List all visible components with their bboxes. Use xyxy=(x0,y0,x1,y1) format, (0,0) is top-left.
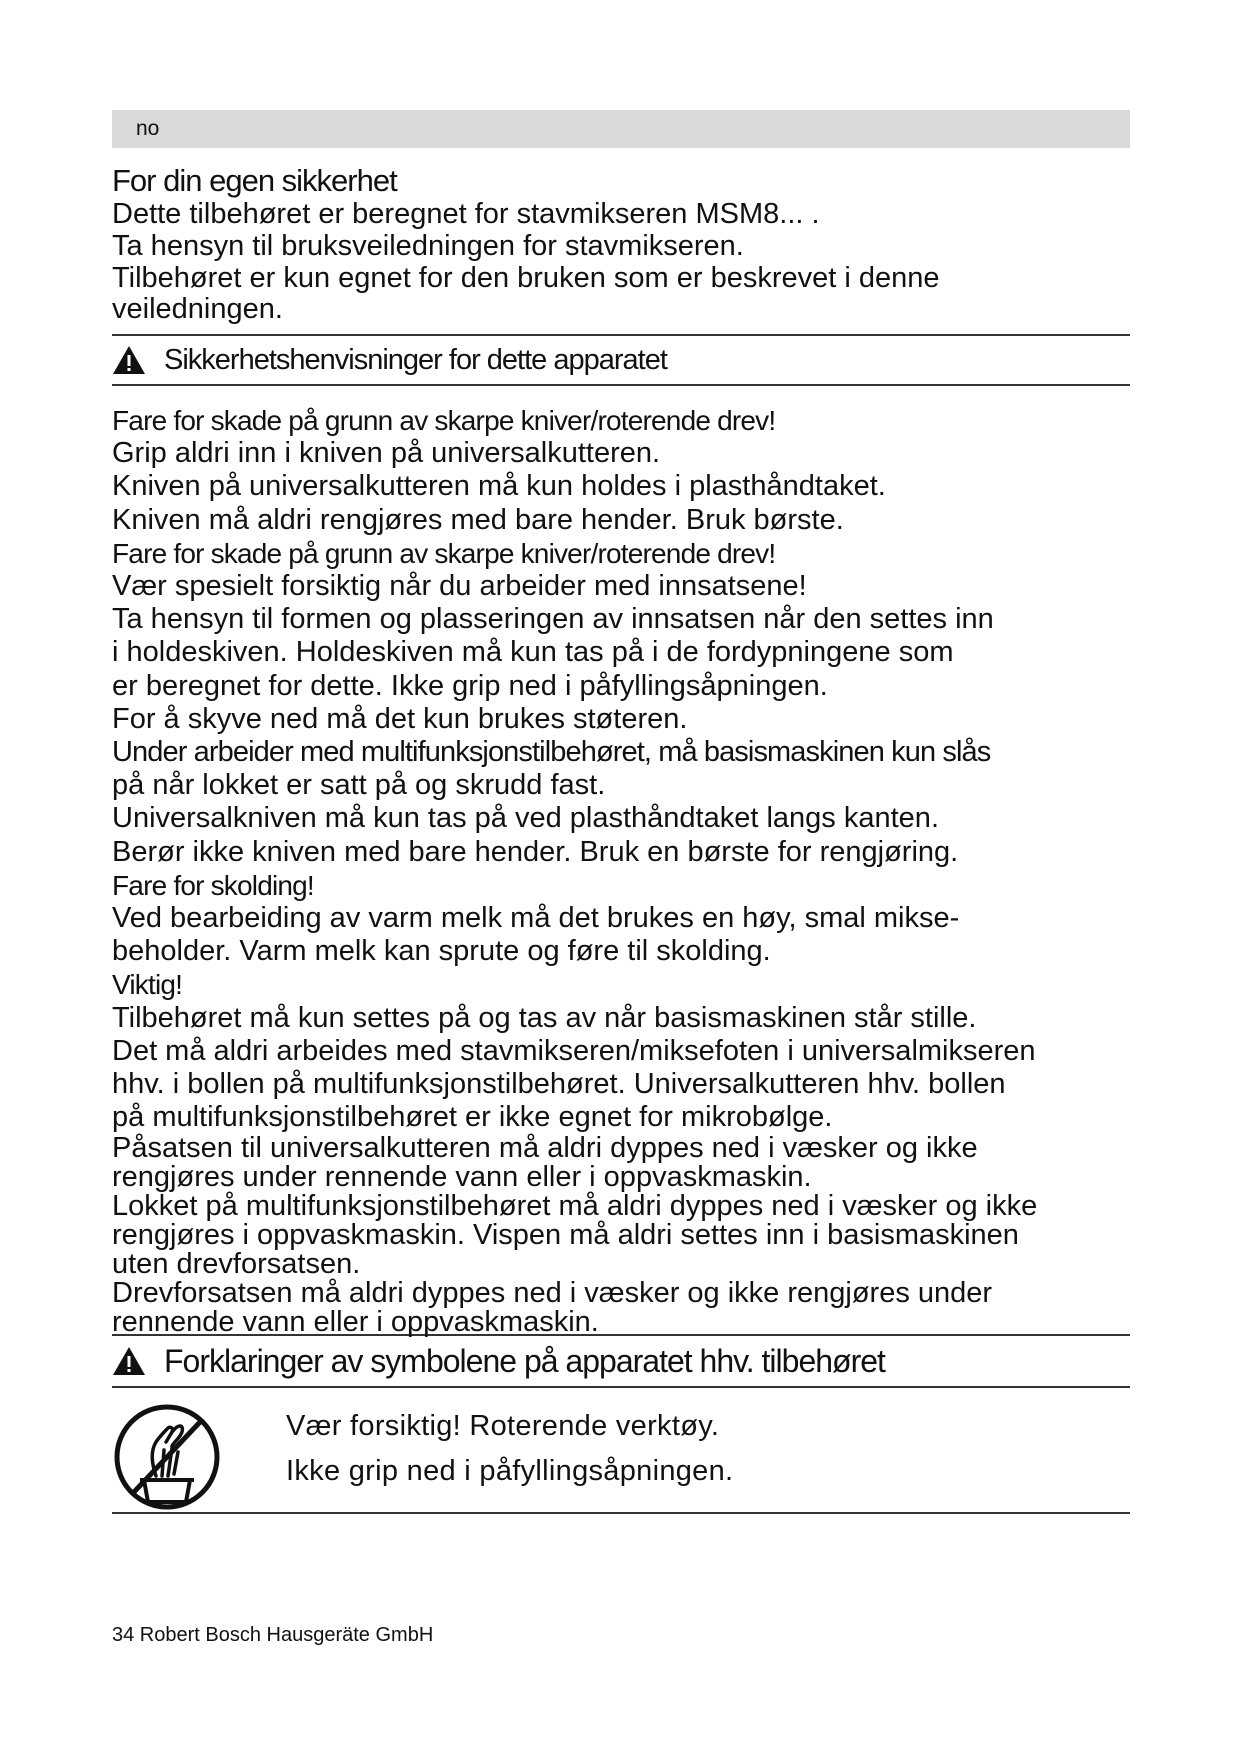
safety-line: Grip aldri inn i kniven på universalkutteren. xyxy=(112,437,661,470)
symbols-heading xyxy=(112,1336,1130,1386)
safety-line: Universalkniven må kun tas på ved plasthåndtaket langs kanten. xyxy=(112,802,939,835)
intro-paragraph: Ta hensyn til bruksveiledningen for stavmikseren. xyxy=(112,230,744,262)
manual-page xyxy=(112,110,1130,1514)
safety-line: på multifunksjonstilbehøret er ikke egnet for mikrobølge. xyxy=(112,1101,833,1134)
hazard-heading: Fare for skolding! xyxy=(112,869,314,901)
language-bar xyxy=(112,110,1130,148)
intro-paragraph: Tilbehøret er kun egnet for den bruken som er beskrevet i denne xyxy=(112,262,940,294)
symbol-description-line: Ikke grip ned i påfyllingsåpningen. xyxy=(286,1455,734,1487)
safety-heading xyxy=(112,336,1130,384)
safety-line: Ta hensyn til formen og plasseringen av innsatsen når den settes inn xyxy=(112,603,994,636)
safety-line: beholder. Varm melk kan sprute og føre til skolding. xyxy=(112,935,771,968)
safety-line: Lokket på multifunksjonstilbehøret må aldri dyppes ned i væsker og ikke xyxy=(112,1190,1038,1223)
safety-line: rengjøres i oppvaskmaskin. Vispen må aldri settes inn i basismaskinen xyxy=(112,1219,1019,1252)
language-code: no xyxy=(136,117,160,140)
symbol-description xyxy=(286,1404,733,1494)
intro-text xyxy=(112,198,1130,324)
safety-line: Under arbeider med multifunksjonstilbehøret, må basismaskinen kun slås xyxy=(112,736,991,769)
intro-paragraph: veiledningen. xyxy=(112,293,283,325)
safety-line: Kniven må aldri rengjøres med bare hender. Bruk børste. xyxy=(112,503,844,536)
safety-line: Kniven på universalkutteren må kun holdes i plasthåndtaket. xyxy=(112,470,886,503)
safety-line: er beregnet for dette. Ikke grip ned i påfyllingsåpningen. xyxy=(112,669,828,702)
safety-line: uten drevforsatsen. xyxy=(112,1248,361,1281)
warning-triangle-icon xyxy=(112,1346,146,1376)
safety-line: i holdeskiven. Holdeskiven må kun tas på i de fordypningene som xyxy=(112,636,954,669)
symbol-entry xyxy=(112,1388,1130,1512)
safety-line: For å skyve ned må det kun brukes støteren. xyxy=(112,702,688,735)
safety-line: rennende vann eller i oppvaskmaskin. xyxy=(112,1306,599,1339)
safety-line: hhv. i bollen på multifunksjonstilbehøret. Universalkutteren hhv. bollen xyxy=(112,1068,1006,1101)
hazard-heading: Fare for skade på grunn av skarpe kniver/roterende drev! xyxy=(112,405,776,436)
section-title: For din egen sikkerhet xyxy=(112,163,397,198)
safety-line: Ved bearbeiding av varm melk må det brukes en høy, smal mikse- xyxy=(112,902,960,935)
safety-line: Drevforsatsen må aldri dyppes ned i væsker og ikke rengjøres under xyxy=(112,1277,993,1310)
safety-line: rengjøres under rennende vann eller i oppvaskmaskin. xyxy=(112,1161,812,1194)
page-footer: 34 Robert Bosch Hausgeräte GmbH xyxy=(112,1624,434,1646)
hazard-heading: Viktig! xyxy=(112,969,183,1001)
safety-line: Det må aldri arbeides med stavmikseren/miksefoten i universalmikseren xyxy=(112,1034,1036,1067)
symbol-description-line: Vær forsiktig! Roterende verktøy. xyxy=(286,1410,720,1442)
divider xyxy=(112,384,1130,386)
hazard-heading: Fare for skade på grunn av skarpe kniver/roterende drev! xyxy=(112,537,776,569)
safety-line: Påsatsen til universalkutteren må aldri dyppes ned i væsker og ikke xyxy=(112,1132,978,1165)
safety-line: på når lokket er satt på og skrudd fast. xyxy=(112,769,606,802)
safety-line: Vær spesielt forsiktig når du arbeider med innsatsene! xyxy=(112,570,807,603)
safety-line: Tilbehøret må kun settes på og tas av når basismaskinen står stille. xyxy=(112,1001,977,1034)
divider xyxy=(112,1512,1130,1514)
safety-heading-text: Sikkerhetshenvisninger for dette apparatet xyxy=(164,343,667,376)
no-hand-rotating-tool-icon xyxy=(112,1402,222,1512)
safety-line: Berør ikke kniven med bare hender. Bruk en børste for rengjøring. xyxy=(112,835,959,868)
symbols-heading-text: Forklaringer av symbolene på apparatet hhv. tilbehøret xyxy=(164,1342,885,1379)
warning-triangle-icon xyxy=(112,345,146,375)
intro-paragraph: Dette tilbehøret er beregnet for stavmikseren MSM8... . xyxy=(112,198,820,230)
safety-instructions xyxy=(112,404,1130,1339)
